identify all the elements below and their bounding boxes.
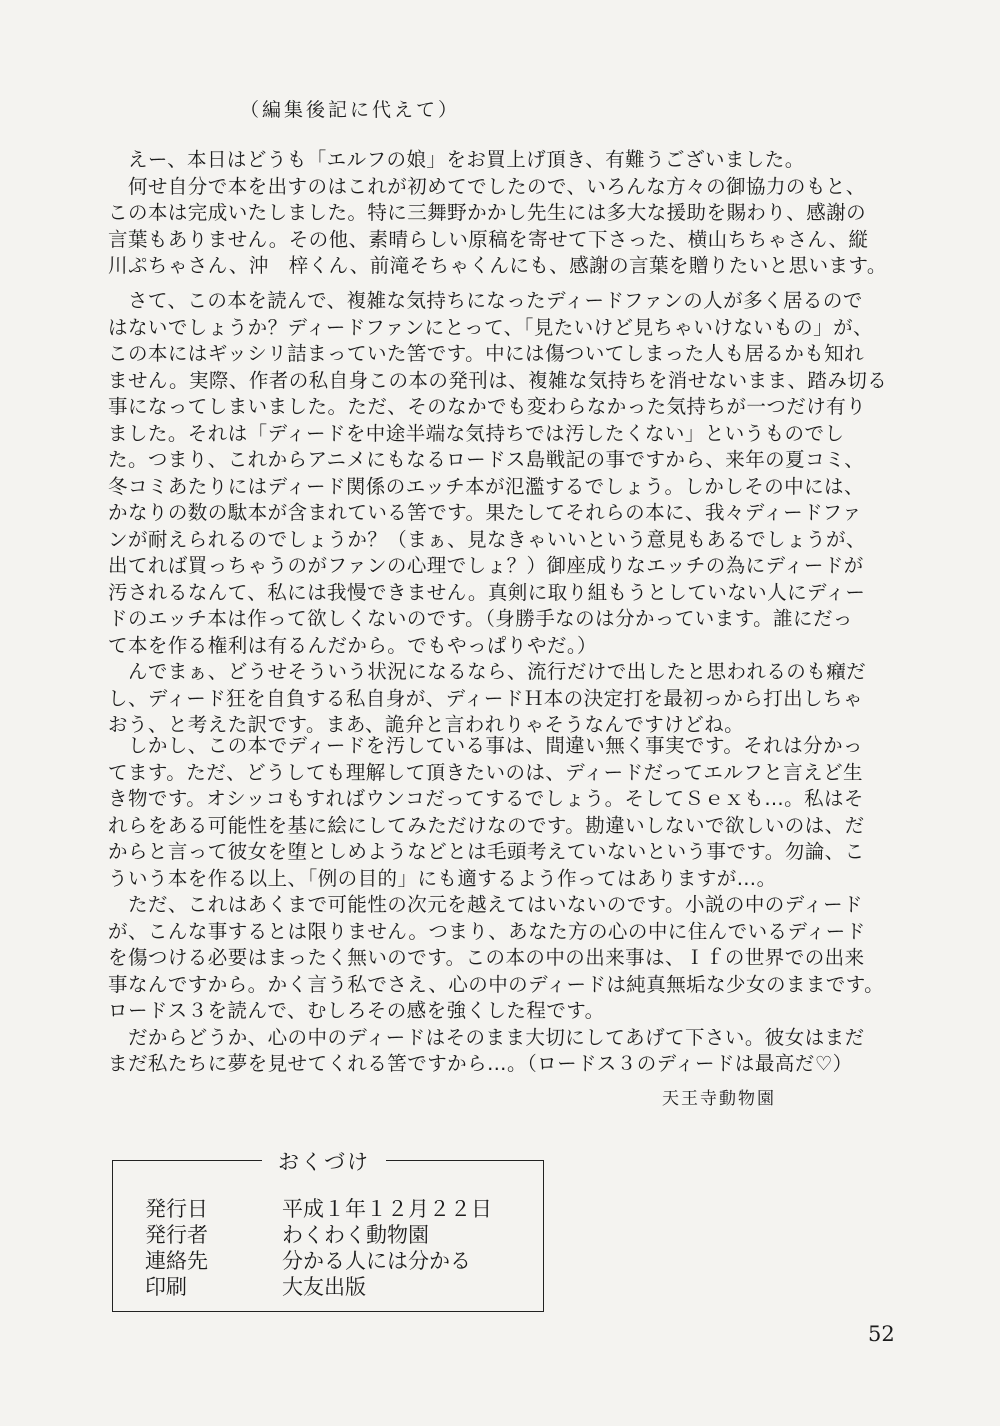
text-line: はないでしょうか？ディードファンにとって、「見たいけど見ちゃいけないもの」が、: [108, 315, 873, 339]
text-line: ません。実際、作者の私自身この本の発刊は、複雑な気持ちを消せないまま、踏み切る: [108, 368, 888, 392]
text-line: ういう本を作る以上、「例の目的」にも適するよう作ってはありますが…。: [108, 866, 777, 890]
text-line: 事になってしまいました。ただ、そのなかでも変わらなかった気持ちが一つだけ有り: [108, 395, 867, 418]
text-line: 何せ自分で本を出すのはこれが初めてでしたので、いろんな方々の御協力のもと、: [108, 174, 866, 198]
colophon-row-printer: [145, 1274, 492, 1300]
text-line: ました。それは「ディードを中途半端な気持ちでは汚したくない」というものでし: [108, 421, 845, 445]
colophon-value: 分かる人には分かる: [282, 1249, 471, 1273]
text-line: が、こんな事するとは限りません。つまり、あなた方の心の中に住んでいるディード: [108, 919, 866, 943]
colophon-label: 印刷: [145, 1275, 187, 1299]
colophon-title: おくづけ: [262, 1146, 386, 1176]
colophon-value: 平成１年１２月２２日: [282, 1197, 492, 1221]
paragraph-thanks: [108, 147, 898, 280]
text-line: てます。ただ、どうしても理解して頂きたいのは、ディードだってエルフと言えど生: [108, 760, 863, 784]
text-line: ドのエッチ本は作って欲しくないのです。（身勝手なのは分かっています。誰にだっ: [108, 607, 853, 630]
author-signature: 天王寺動物園: [662, 1089, 776, 1109]
text-line: 汚されるなんて、私には我慢できません。真剣に取り組もうとしていない人にディー: [108, 580, 866, 604]
text-line: まだ私たちに夢を見せてくれる筈ですから…。（ロードス３のディードは最高だ♡）: [108, 1052, 853, 1075]
text-line: んでまぁ、どうせそういう状況になるなら、流行だけで出したと思われるのも癪だ: [108, 660, 867, 683]
text-line: おう、と考えた訳です。まあ、詭弁と言われりゃそうなんですけどね。: [108, 713, 745, 736]
text-line: 冬コミあたりにはディード関係のエッチ本が氾濫するでしょう。しかしその中には、: [108, 474, 864, 498]
text-line: た。つまり、これからアニメにもなるロードス島戦記の事ですから、来年の夏コミ、: [108, 448, 865, 471]
text-line: この本は完成いたしました。特に三舞野かかし先生には多大な援助を賜わり、感謝の: [108, 201, 867, 224]
text-line: この本にはギッシリ詰まっていた筈です。中には傷ついてしまった人も居るかも知れ: [108, 342, 865, 365]
text-line: えー、本日はどうも「エルフの娘」をお買上げ頂き、有難うございました。: [108, 148, 805, 171]
page-number: 52: [868, 1322, 895, 1346]
afterword-heading: （編集後記に代えて）: [240, 99, 461, 121]
text-line: しかし、この本でディードを汚している事は、間違い無く事実です。それは分かっ: [108, 734, 863, 757]
paragraph-fans: [108, 288, 898, 739]
colophon-value: 大友出版: [282, 1275, 366, 1299]
colophon-row-date: [145, 1196, 492, 1222]
text-line: し、ディード狂を自負する私自身が、ディードＨ本の決定打を最初っから打出しちゃ: [108, 686, 863, 710]
text-line: さて、この本を読んで、複雑な気持ちになったディードファンの人が多く居るので: [108, 289, 863, 312]
text-line: 事なんですから。かく言う私でさえ、心の中のディードは純真無垢な少女のままです。: [108, 972, 885, 996]
text-line: だからどうか、心の中のディードはそのまま大切にしてあげて下さい。彼女はまだ: [108, 1025, 865, 1049]
text-line: からと言って彼女を堕としめようなどとは毛頭考えていないという事です。勿論、こ: [108, 840, 865, 863]
text-line: 川ぷちゃさん、沖 梓くん、前滝そちゃくんにも、感謝の言葉を贈りたいと思います。: [108, 254, 887, 277]
text-line: を傷つける必要はまったく無いのです。この本の中の出来事は、Ｉｆの世界での出来: [108, 946, 865, 969]
text-line: 言葉もありません。その他、素晴らしい原稿を寄せて下さった、横山ちちゃさん、縦: [108, 227, 869, 251]
text-line: かなりの数の駄本が含まれている筈です。果たしてそれらの本に、我々ディードファ: [108, 501, 863, 524]
text-line: て本を作る権利は有るんだから。でもやっぱりやだ。）: [108, 633, 598, 657]
colophon-label: 発行日: [145, 1197, 208, 1221]
text-line: ンが耐えられるのでしょうか？（まぁ、見なきゃいいという意見もあるでしょうが、: [108, 527, 866, 551]
colophon-row-contact: [145, 1248, 492, 1274]
text-line: れらをある可能性を基に絵にしてみただけなのです。勘違いしないで欲しいのは、だ: [108, 813, 865, 837]
text-line: ロードス３を読んで、むしろその感を強くした程です。: [108, 999, 605, 1022]
text-line: き物です。オシッコもすればウンコだってするでしょう。そしてＳｅｘも…。私はそ: [108, 787, 864, 810]
text-line: 出てれば買っちゃうのがファンの心理でしょ？）御座成りなエッチの為にディードが: [108, 554, 864, 577]
colophon-table: [145, 1196, 492, 1300]
colophon-label: 発行者: [145, 1223, 208, 1247]
colophon-label: 連絡先: [145, 1249, 208, 1273]
colophon-value: わくわく動物園: [282, 1223, 429, 1247]
paragraph-possibility: [108, 733, 898, 1078]
colophon-row-publisher: [145, 1222, 492, 1248]
text-line: ただ、これはあくまで可能性の次元を越えてはいないのです。小説の中のディード: [108, 893, 863, 916]
